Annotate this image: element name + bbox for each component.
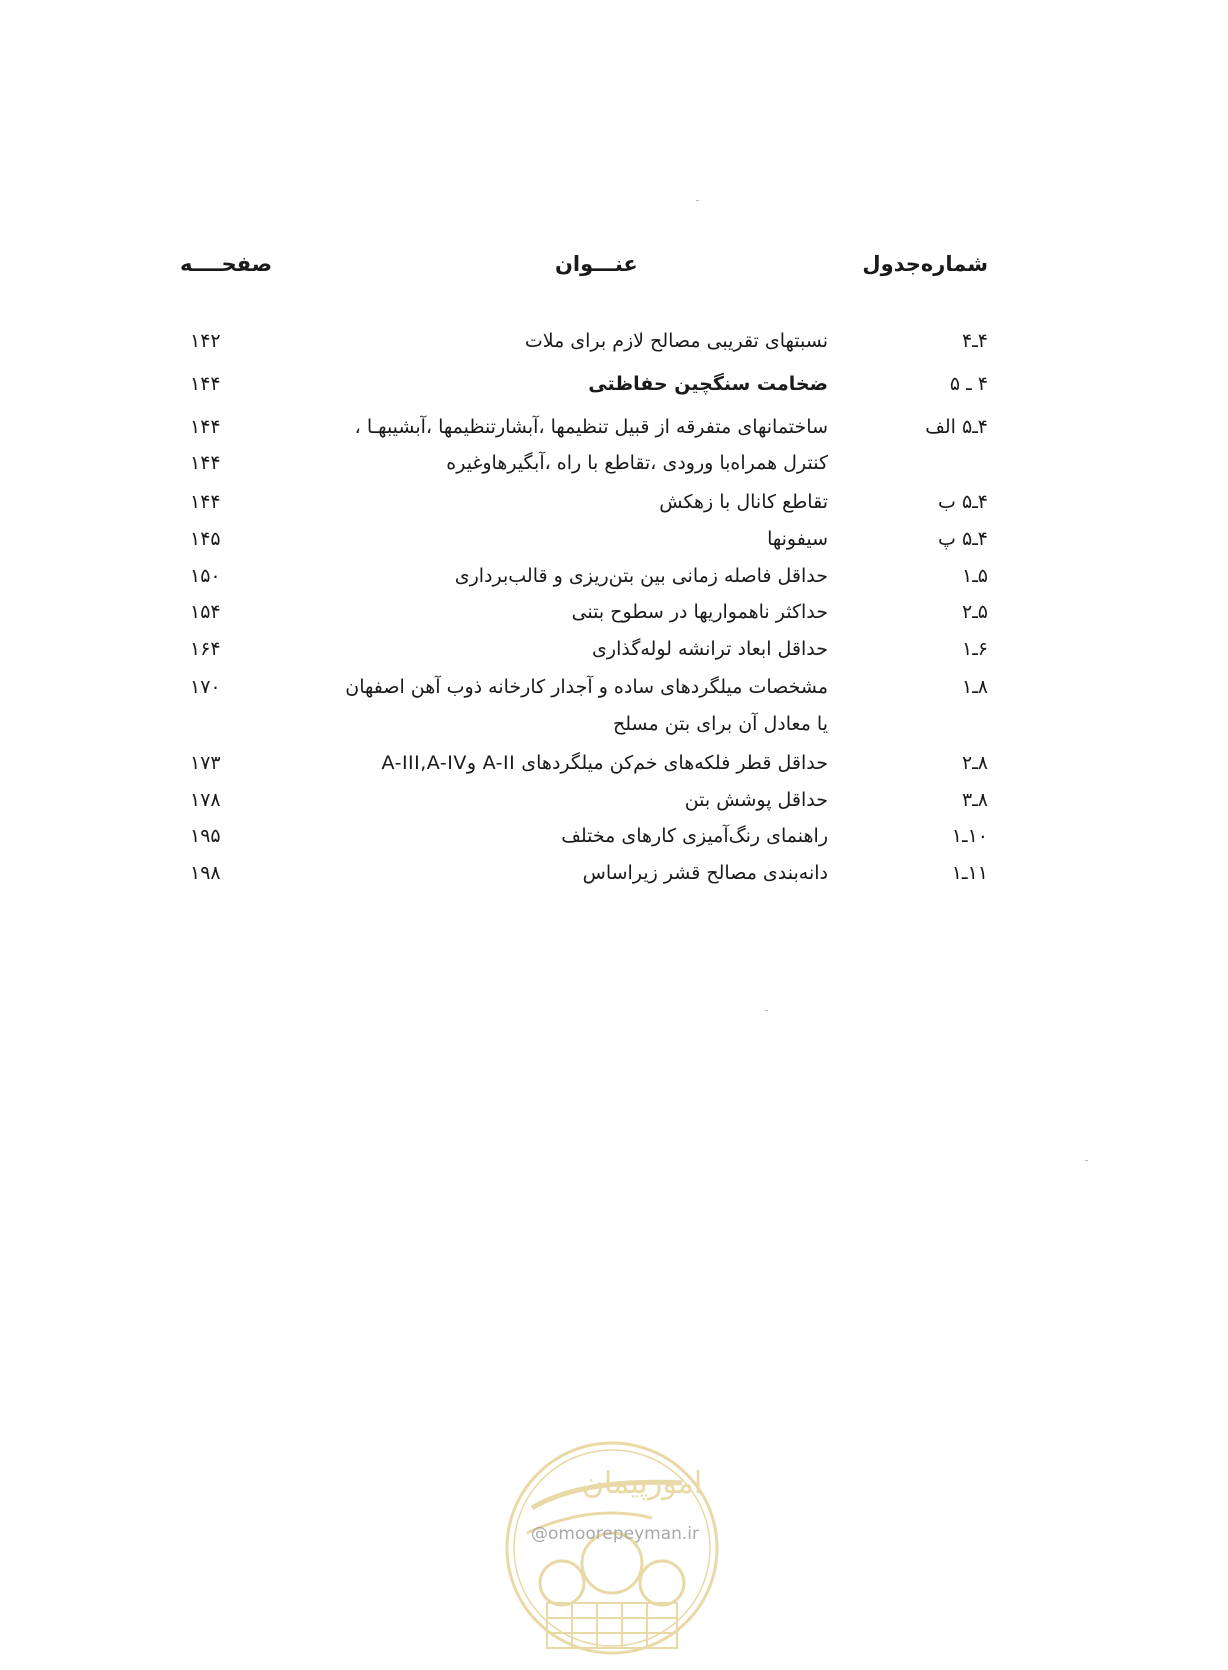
- toc-row: [0, 416, 1228, 450]
- table-title: تقاطع کانال با زهکش: [659, 491, 828, 513]
- table-title: حداقل قطر فلکه‌های خم‌کن میلگردهای A-II وA-III,A-IV: [381, 752, 828, 774]
- table-title: کنترل همراه‌با ورودی ،تقاطع با راه ،آبگیرهاوغیره: [446, 452, 828, 474]
- table-title: راهنمای رنگ‌آمیزی کارهای مختلف: [561, 825, 828, 847]
- table-number: ۶ـ۱: [961, 638, 988, 660]
- table-number: ۴ـ۵ الف: [925, 416, 988, 438]
- page-number: ۱۴۴: [190, 373, 221, 395]
- toc-row: [0, 601, 1228, 635]
- page-number: ۱۷۳: [190, 752, 221, 774]
- watermark-logo: [502, 1438, 722, 1658]
- table-number: ۴ ـ ۵: [949, 373, 988, 395]
- toc-row: [0, 789, 1228, 823]
- page-number: ۱۵۰: [190, 565, 221, 587]
- toc-row: [0, 452, 1228, 486]
- column-header-title: عنـــوان: [555, 252, 638, 276]
- table-number: ۴ـ۵ ب: [938, 491, 988, 513]
- toc-row: [0, 825, 1228, 859]
- page-number: ۱۴۲: [190, 330, 221, 352]
- toc-row: [0, 373, 1228, 407]
- table-number: ۱۱ـ۱: [951, 862, 988, 884]
- page-number: ۱۵۴: [190, 601, 221, 623]
- page-number: ۱۹۵: [190, 825, 221, 847]
- toc-row: [0, 862, 1228, 896]
- table-number: ۵ـ۲: [961, 601, 988, 623]
- table-number: ۴ـ۴: [961, 330, 988, 352]
- scan-speck: [765, 1010, 768, 1011]
- page-number: ۱۴۵: [190, 528, 221, 550]
- watermark-site: @omoorepeyman.ir: [530, 1524, 700, 1544]
- scan-speck: [1085, 1160, 1088, 1161]
- watermark-logo-text: امورپیمان: [581, 1466, 703, 1501]
- page-number: ۱۶۴: [190, 638, 221, 660]
- toc-row: [0, 676, 1228, 710]
- toc-row: [0, 713, 1228, 747]
- page-number: ۱۷۸: [190, 789, 221, 811]
- table-number: ۴ـ۵ پ: [938, 528, 988, 550]
- page-number: ۱۹۸: [190, 862, 221, 884]
- table-title: نسبتهای تقریبی مصالح لازم برای ملات: [524, 330, 828, 352]
- page-number: ۱۴۴: [190, 452, 221, 474]
- table-number: ۸ـ۱: [961, 676, 988, 698]
- table-title: یا معادل آن برای بتن مسلح: [613, 713, 828, 735]
- table-number: ۸ـ۲: [961, 752, 988, 774]
- table-title: حداقل فاصله زمانی بین بتن‌ریزی و قالب‌برداری: [454, 565, 828, 587]
- scan-speck: [696, 200, 699, 201]
- table-number: ۸ـ۳: [961, 789, 988, 811]
- page-number: ۱۴۴: [190, 416, 221, 438]
- toc-row: [0, 491, 1228, 525]
- toc-row: [0, 638, 1228, 672]
- toc-row: [0, 565, 1228, 599]
- toc-row: [0, 330, 1228, 364]
- table-title: ضخامت سنگچین حفاظتی: [588, 373, 828, 395]
- page-number: ۱۷۰: [190, 676, 221, 698]
- table-title: حداکثر ناهمواریها در سطوح بتنی: [571, 601, 828, 623]
- table-title: دانه‌بندی مصالح قشر زیراساس: [582, 862, 828, 884]
- column-header-page: صفحــــه: [180, 252, 272, 276]
- table-title: سیفونها: [767, 528, 828, 550]
- table-title: حداقل پوشش بتن: [684, 789, 828, 811]
- table-title: مشخصات میلگردهای ساده و آجدار کارخانه ذوب آهن اصفهان: [345, 676, 828, 698]
- table-title: حداقل ابعاد ترانشه لوله‌گذاری: [592, 638, 828, 660]
- table-number: ۵ـ۱: [961, 565, 988, 587]
- toc-row: [0, 528, 1228, 562]
- table-title: ساختمانهای متفرقه از قبیل تنظیمها ،آبشارتنظیمها ،آبشیبهـا ،: [354, 416, 828, 438]
- toc-row: [0, 752, 1228, 786]
- page-number: ۱۴۴: [190, 491, 221, 513]
- table-number: ۱۰ـ۱: [951, 825, 988, 847]
- column-header-table-number: شماره‌جدول: [862, 252, 988, 276]
